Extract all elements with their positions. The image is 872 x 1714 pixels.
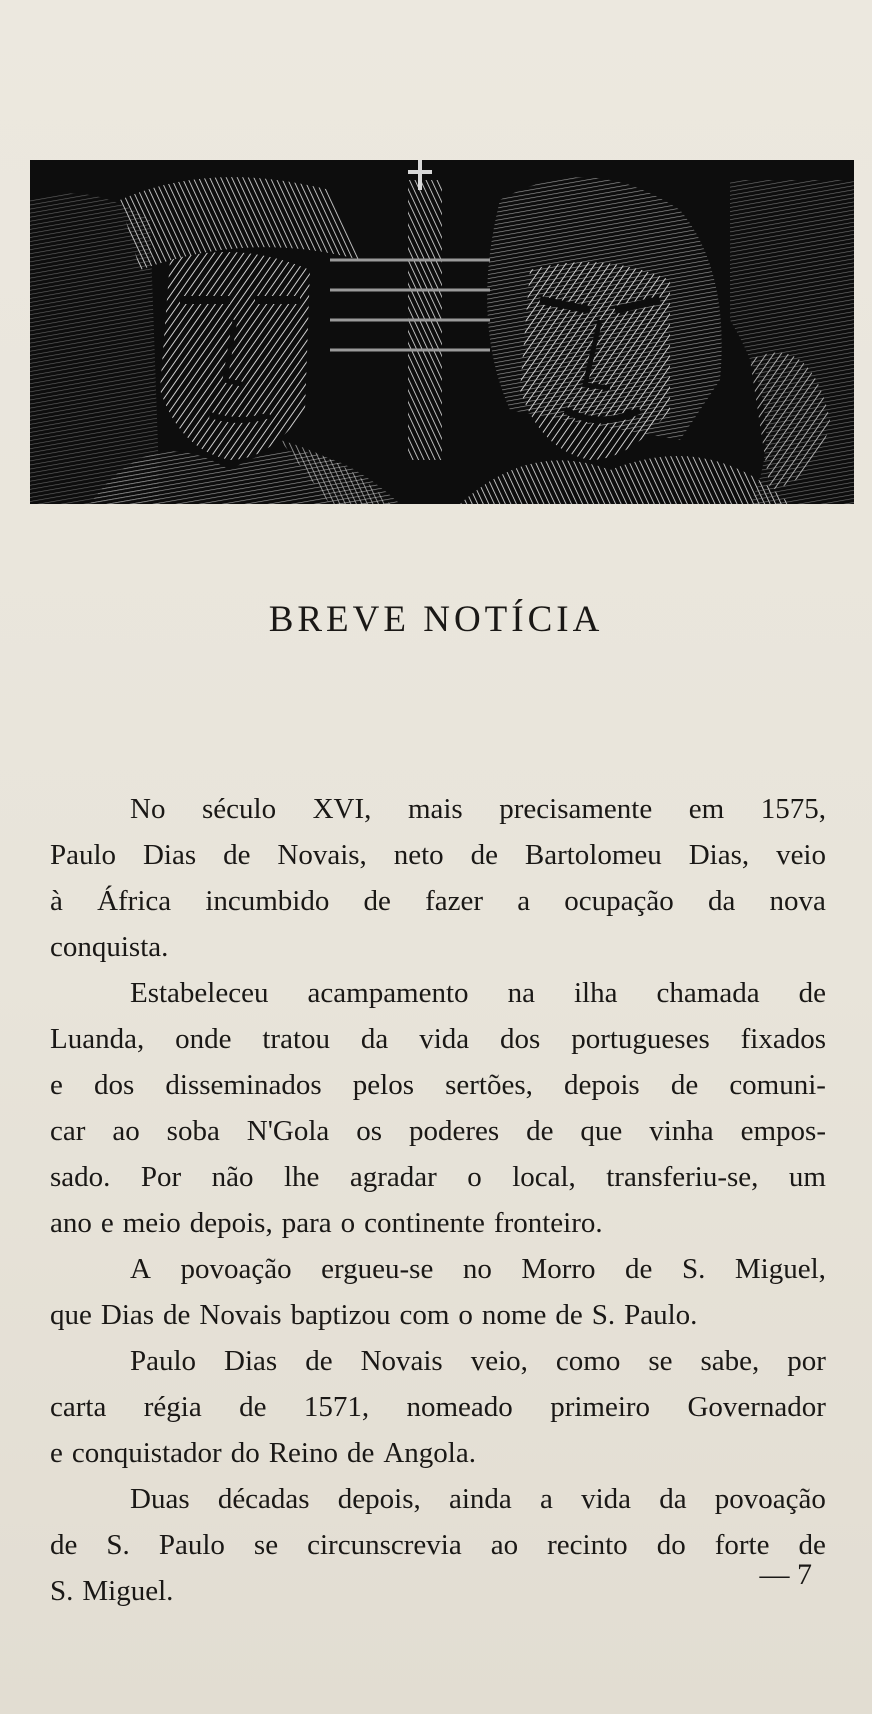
- text-line: [50, 1384, 826, 1430]
- word: depois: [564, 1069, 640, 1101]
- word: ergueu-se: [321, 1253, 434, 1285]
- word: ainda: [448, 1483, 512, 1515]
- word: como: [555, 1345, 621, 1377]
- word: por: [787, 1345, 826, 1377]
- word: incumbido: [205, 885, 330, 917]
- word: dos: [93, 1069, 135, 1101]
- word: poderes: [408, 1115, 500, 1147]
- word: Angola.: [383, 1437, 476, 1469]
- word: primeiro: [550, 1391, 651, 1423]
- text-line: [50, 1108, 826, 1154]
- text-line: [50, 1154, 826, 1200]
- text-line: [50, 1568, 826, 1614]
- word: ao: [490, 1529, 519, 1561]
- word: Reino: [268, 1437, 338, 1469]
- word: circunscrevia: [307, 1529, 462, 1561]
- word: vida: [419, 1023, 470, 1055]
- word: de: [163, 1299, 191, 1331]
- word: de: [470, 839, 498, 871]
- word: em: [688, 793, 725, 825]
- word: 1575,: [760, 793, 826, 825]
- word: do: [230, 1437, 260, 1469]
- word: precisamente: [499, 793, 653, 825]
- word: Novais: [199, 1299, 282, 1331]
- word: Paulo.: [624, 1299, 698, 1331]
- word: neto: [393, 839, 444, 871]
- word: S.: [681, 1253, 706, 1285]
- word: e: [50, 1437, 63, 1469]
- word: o: [340, 1207, 356, 1239]
- word: da: [360, 1023, 389, 1055]
- text-line: [50, 1200, 826, 1246]
- word: se: [648, 1345, 673, 1377]
- word: Paulo: [50, 839, 117, 871]
- word: não: [211, 1161, 254, 1193]
- word: e: [50, 1069, 63, 1101]
- word: na: [507, 977, 535, 1009]
- word: os: [356, 1115, 383, 1147]
- word: sertões,: [445, 1069, 533, 1101]
- word: pelos: [352, 1069, 414, 1101]
- word: A: [130, 1253, 151, 1285]
- text-line: [50, 832, 826, 878]
- word: fronteiro.: [493, 1207, 603, 1239]
- body-text: [50, 786, 826, 1614]
- word: agradar: [349, 1161, 437, 1193]
- word: Estabeleceu: [130, 977, 269, 1009]
- word: portugueses: [571, 1023, 710, 1055]
- word: local,: [512, 1161, 576, 1193]
- word: conquistador: [71, 1437, 222, 1469]
- word: car: [50, 1115, 86, 1147]
- page-number: — 7: [759, 1558, 812, 1591]
- word: disseminados: [165, 1069, 322, 1101]
- word: No: [130, 793, 166, 825]
- word: da: [659, 1483, 687, 1515]
- word: Miguel,: [734, 1253, 826, 1285]
- word: recinto: [547, 1529, 628, 1561]
- word: comuni-: [729, 1069, 826, 1101]
- word: de: [526, 1115, 554, 1147]
- word: Paulo: [158, 1529, 225, 1561]
- word: baptizou: [290, 1299, 391, 1331]
- word: do: [656, 1529, 686, 1561]
- word: S.: [591, 1299, 616, 1331]
- word: continente: [364, 1207, 485, 1239]
- word: Por: [140, 1161, 182, 1193]
- word: sabe,: [700, 1345, 760, 1377]
- word: fazer: [425, 885, 484, 917]
- text-line: [50, 1430, 826, 1476]
- text-line: [50, 786, 826, 832]
- word: o: [458, 1299, 473, 1331]
- word: veio,: [470, 1345, 528, 1377]
- word: conquista.: [50, 931, 169, 963]
- word: Duas: [130, 1483, 190, 1515]
- word: tratou: [262, 1023, 331, 1055]
- word: de: [363, 885, 391, 917]
- word: de: [239, 1391, 267, 1423]
- word: ilha: [573, 977, 618, 1009]
- word: de: [305, 1345, 333, 1377]
- word: o: [467, 1161, 482, 1193]
- word: com: [399, 1299, 450, 1331]
- word: forte: [714, 1529, 770, 1561]
- text-line: [50, 924, 826, 970]
- word: transferiu-se,: [606, 1161, 759, 1193]
- word: de: [798, 977, 826, 1009]
- word: século: [201, 793, 277, 825]
- word: para: [281, 1207, 332, 1239]
- text-line: [50, 1062, 826, 1108]
- word: meio: [122, 1207, 181, 1239]
- word: fixados: [740, 1023, 826, 1055]
- word: lhe: [283, 1161, 320, 1193]
- word: que: [50, 1299, 92, 1331]
- word: da: [707, 885, 736, 917]
- word: Luanda,: [50, 1023, 145, 1055]
- word: S.: [50, 1575, 74, 1607]
- word: Dias: [142, 839, 197, 871]
- woodcut-illustration-icon: [30, 160, 854, 504]
- word: um: [788, 1161, 826, 1193]
- word: XVI,: [312, 793, 372, 825]
- word: povoação: [180, 1253, 292, 1285]
- word: se: [253, 1529, 279, 1561]
- word: onde: [175, 1023, 232, 1055]
- word: Morro: [521, 1253, 596, 1285]
- word: que: [580, 1115, 623, 1147]
- page-heading: BREVE NOTÍCIA: [268, 599, 604, 640]
- word: nomeado: [406, 1391, 513, 1423]
- word: de: [346, 1437, 375, 1469]
- word: empos-: [740, 1115, 826, 1147]
- word: e: [100, 1207, 114, 1239]
- word: 1571,: [303, 1391, 370, 1423]
- text-line: [50, 1016, 826, 1062]
- text-line: [50, 1246, 826, 1292]
- word: Novais: [360, 1345, 443, 1377]
- word: vida: [581, 1483, 631, 1515]
- word: de: [670, 1069, 699, 1101]
- word: vinha: [649, 1115, 714, 1147]
- text-line: [50, 1476, 826, 1522]
- word: depois,: [337, 1483, 421, 1515]
- word: décadas: [217, 1483, 310, 1515]
- text-line: [50, 1292, 826, 1338]
- word: soba: [166, 1115, 220, 1147]
- word: Dias: [100, 1299, 155, 1331]
- word: África: [97, 885, 172, 917]
- word: carta: [50, 1391, 107, 1423]
- word: acampamento: [307, 977, 469, 1009]
- word: veio: [776, 839, 826, 871]
- word: povoação: [714, 1483, 826, 1515]
- word: de: [625, 1253, 653, 1285]
- word: a: [539, 1483, 553, 1515]
- word: Bartolomeu: [524, 839, 662, 871]
- word: Governador: [687, 1391, 826, 1423]
- word: N'Gola: [246, 1115, 330, 1147]
- word: régia: [143, 1391, 202, 1423]
- word: ocupação: [564, 885, 674, 917]
- text-line: [50, 970, 826, 1016]
- word: Dias,: [688, 839, 750, 871]
- word: de: [798, 1529, 826, 1561]
- text-line: [50, 1522, 826, 1568]
- word: sado.: [50, 1161, 111, 1193]
- word: no: [462, 1253, 492, 1285]
- word: nome: [481, 1299, 547, 1331]
- word: dos: [500, 1023, 541, 1055]
- word: de: [223, 839, 251, 871]
- word: à: [50, 885, 63, 917]
- word: a: [517, 885, 531, 917]
- word: depois,: [189, 1207, 273, 1239]
- word: Paulo: [130, 1345, 197, 1377]
- word: de: [50, 1529, 78, 1561]
- word: de: [555, 1299, 583, 1331]
- word: chamada: [656, 977, 760, 1009]
- word: Novais,: [277, 839, 367, 871]
- word: Miguel.: [82, 1575, 174, 1607]
- word: nova: [769, 885, 826, 917]
- word: mais: [407, 793, 463, 825]
- woodcut-illustration-svg: [30, 160, 854, 504]
- text-line: [50, 878, 826, 924]
- word: ano: [50, 1207, 92, 1239]
- word: ao: [112, 1115, 140, 1147]
- word: Dias: [224, 1345, 278, 1377]
- word: S.: [106, 1529, 130, 1561]
- text-line: [50, 1338, 826, 1384]
